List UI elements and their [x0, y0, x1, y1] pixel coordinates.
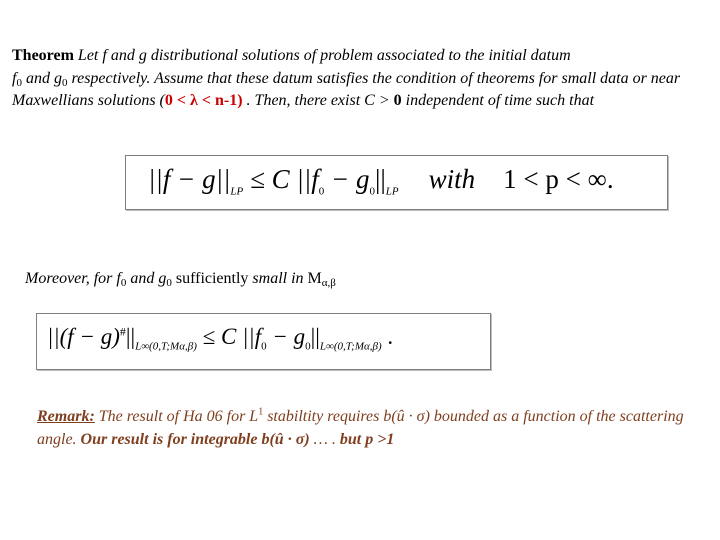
formula2-dot: . [381, 324, 394, 349]
formula2-sharp: # [119, 324, 126, 339]
formula-2 [47, 324, 394, 353]
formula1-with: with [428, 164, 476, 194]
formula1-space-L2: L [385, 185, 392, 198]
remark-bold-end: but p >1 [339, 430, 395, 448]
formula1-left: ||f − g|| [148, 164, 231, 194]
formula2-space2: L∞(0,T;Mα,β) [319, 340, 382, 353]
theorem-line2: respectively. Assume that these datum satisfies the condition of theorems for small data or near Maxwellians solutions ( [12, 69, 681, 109]
theorem-label: Theorem [12, 47, 74, 64]
formula2-leq: ≤ C [196, 324, 243, 349]
theorem-f0: f [12, 69, 17, 87]
moreover-g-sub: 0 [166, 277, 172, 289]
moreover-prefix: Moreover, for f [25, 270, 121, 287]
formula2-space: L∞(0,T;Mα,β) [135, 340, 197, 353]
remark-sup1: 1 [258, 406, 264, 418]
formula1-cond: 1 < p < ∞. [503, 164, 614, 194]
theorem-g0-sub: 0 [61, 76, 68, 89]
formula1-right: ||f [296, 164, 319, 194]
moreover-line [25, 270, 336, 288]
moreover-suff: sufficiently [171, 270, 249, 287]
formula1-minus: − g [324, 164, 370, 194]
remark-text1: The result of Ha 06 for L [94, 408, 259, 425]
formula1-sub0: 0 [318, 185, 325, 198]
formula1-space-L: L [230, 185, 237, 198]
moreover-and-g: and g [126, 270, 167, 287]
theorem-f0-sub: 0 [16, 76, 22, 89]
formula2-sub0: 0 [261, 340, 267, 353]
moreover-f-sub: 0 [120, 277, 127, 289]
formula1-leq: ≤ C [243, 164, 297, 194]
moreover-small: small in [248, 270, 308, 287]
formula2-norm-end: || [310, 324, 320, 349]
formula-box-1 [125, 155, 668, 210]
remark-paragraph [37, 406, 707, 451]
formula2-left: ||(f − g) [47, 324, 120, 349]
theorem-C: C [364, 92, 375, 109]
theorem-zero: 0 [393, 92, 402, 109]
theorem-paragraph [12, 45, 702, 113]
formula1-space-p: P [236, 185, 244, 198]
formula1-sub0b: 0 [369, 185, 375, 198]
remark-label: Remark: [37, 408, 95, 425]
moreover-M: M [307, 270, 322, 287]
theorem-line3: . Then, there exist [242, 92, 365, 109]
formula-box-2 [36, 313, 491, 370]
theorem-condition: 0 < λ < n-1) [164, 92, 243, 109]
moreover-M-sub: α,β [321, 277, 336, 289]
formula1-norm-end: || [374, 164, 386, 194]
remark-ellipsis: … . [309, 430, 340, 448]
theorem-line1: Let f and g distributional solutions of problem associated to the initial datum [73, 47, 571, 64]
theorem-gt: > [374, 92, 394, 109]
formula2-right: ||f [242, 324, 262, 349]
theorem-and-g: and g [21, 69, 62, 87]
remark-bold-text: Our result is for integrable b(û · σ) [80, 430, 310, 448]
theorem-tail: independent of time such that [401, 92, 595, 109]
formula2-norm: || [125, 324, 136, 349]
formula2-sub0b: 0 [305, 340, 311, 353]
formula-1 [148, 164, 614, 198]
remark-text2: stabiltity requires b(û · σ) bounded as a function of the scattering angle. [37, 408, 684, 448]
formula1-space-p2: P [391, 185, 399, 198]
formula2-minus: − g [266, 324, 306, 349]
